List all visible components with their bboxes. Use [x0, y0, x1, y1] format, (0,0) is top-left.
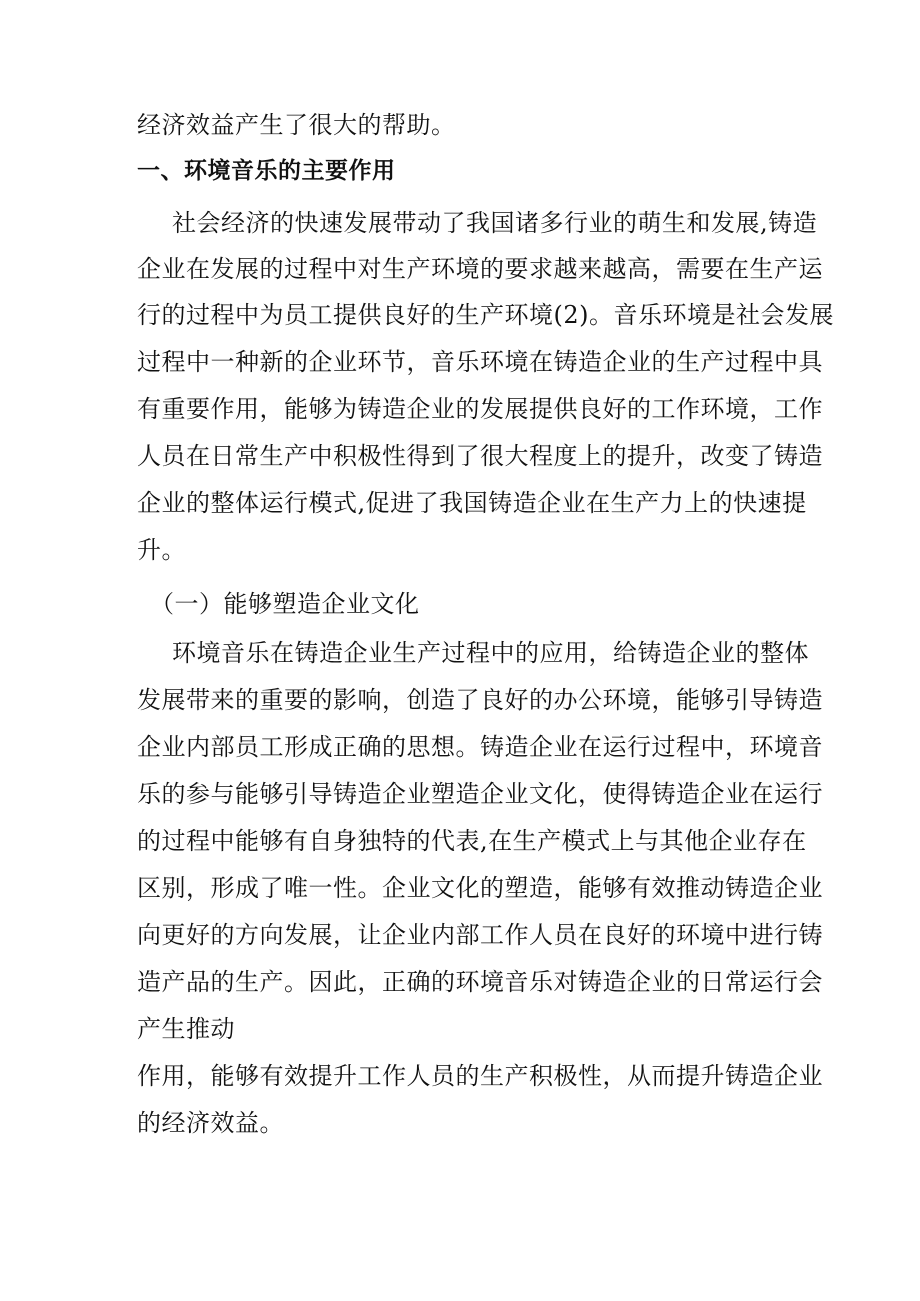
paragraph-line: 有重要作用，能够为铸造企业的发展提供良好的工作环境，工作 [137, 395, 823, 423]
text-line-continuation: 经济效益产生了很大的帮助。 [137, 111, 456, 139]
paragraph-line: 向更好的方向发展，让企业内部工作人员在良好的环境中进行铸 [137, 921, 823, 949]
subsection-heading: （一）能够塑造企业文化 [150, 590, 420, 618]
paragraph-line: 人员在日常生产中积极性得到了很大程度上的提升，改变了铸造 [137, 442, 823, 470]
paragraph-line: 企业的整体运行模式,促进了我国铸造企业在生产力上的快速提 [137, 489, 807, 517]
paragraph-line: 社会经济的快速发展带动了我国诸多行业的萌生和发展,铸造 [172, 209, 818, 237]
paragraph-line: 的经济效益。 [137, 1109, 284, 1137]
paragraph-line: 升。 [137, 536, 186, 564]
paragraph-line: 发展带来的重要的影响，创造了良好的办公环境，能够引导铸造 [137, 686, 823, 714]
paragraph-line: 乐的参与能够引导铸造企业塑造企业文化，使得铸造企业在运行 [137, 780, 823, 808]
paragraph-line: 企业内部员工形成正确的思想。铸造企业在运行过程中，环境音 [137, 733, 823, 761]
paragraph-line: 环境音乐在铸造企业生产过程中的应用，给铸造企业的整体 [172, 639, 809, 667]
paragraph-line: 造产品的生产。因此，正确的环境音乐对铸造企业的日常运行会 [137, 968, 823, 996]
paragraph-line: 企业在发展的过程中对生产环境的要求越来越高，需要在生产运 [137, 255, 823, 283]
paragraph-line: 过程中一种新的企业环节，音乐环境在铸造企业的生产过程中具 [137, 348, 823, 376]
paragraph-line: 的过程中能够有自身独特的代表,在生产模式上与其他企业存在 [137, 827, 807, 855]
paragraph-line: 作用，能够有效提升工作人员的生产积极性，从而提升铸造企业 [137, 1062, 823, 1090]
section-heading: 一、环境音乐的主要作用 [137, 158, 396, 184]
paragraph-line: 区别，形成了唯一性。企业文化的塑造，能够有效推动铸造企业 [137, 874, 823, 902]
paragraph-line: 产生推动 [137, 1015, 235, 1043]
paragraph-line: 行的过程中为员工提供良好的生产环境(2)。音乐环境是社会发展 [137, 301, 834, 329]
